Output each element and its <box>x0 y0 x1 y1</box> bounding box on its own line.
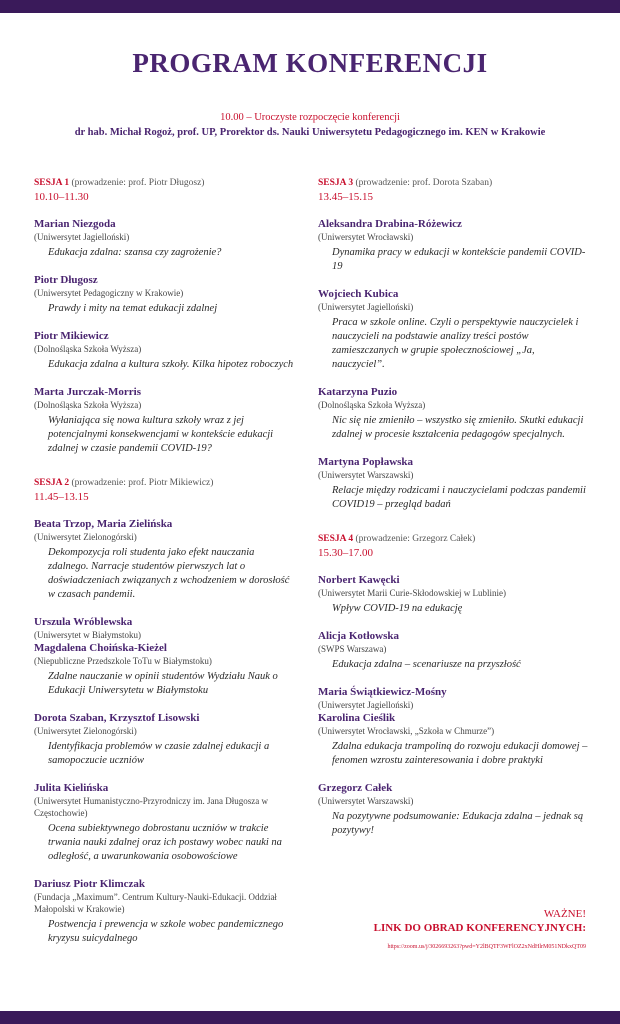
session-1 <box>34 178 296 456</box>
talk-item <box>34 385 296 456</box>
speaker-name: Beata Trzop, Maria Zielińska <box>34 518 173 530</box>
session-name: SESJA 3 <box>318 178 354 188</box>
speaker-affiliation: (Uniwersytet Zielonogórski) <box>34 532 137 542</box>
session-header <box>34 178 296 188</box>
talk-item <box>34 217 296 260</box>
talk-item <box>34 329 296 372</box>
speaker-affiliation: (Uniwersytet Jagielloński) <box>34 232 130 242</box>
speaker-name: Aleksandra Drabina-Różewicz <box>318 218 462 230</box>
talk-title: Relacje między rodzicami i nauczycielami podczas pandemii COVID19 – przegląd badań <box>332 485 586 510</box>
speaker-affiliation: (Dolnośląska Szkoła Wyższa) <box>34 400 142 410</box>
talk-title: Wyłaniająca się nowa kultura szkoły wraz z jej potencjalnymi konsekwencjami w kontekście edukacji zdalnej w czasie pandemii COVID-19? <box>48 415 274 454</box>
talk-title: Identyfikacja problemów w czasie zdalnej edukacji a samopoczucie uczniów <box>48 741 270 766</box>
bottom-bar <box>0 1011 620 1024</box>
link-heading: LINK DO OBRAD KONFERENCYJNYCH: <box>373 922 586 934</box>
speaker-affiliation: (SWPS Warszawa) <box>318 644 387 654</box>
session-time: 10.10–11.30 <box>34 191 89 203</box>
page-title: PROGRAM KONFERENCJI <box>132 48 488 78</box>
talk-title: Postwencja i prewencja w szkole wobec pandemicznego kryzysu suicydalnego <box>48 919 284 944</box>
talk-item <box>318 455 588 512</box>
speaker-affiliation: (Uniwersytet Zielonogórski) <box>34 726 137 736</box>
speaker-name: Marta Jurczak-Morris <box>34 386 142 398</box>
speaker-affiliation: (Dolnośląska Szkoła Wyższa) <box>318 400 426 410</box>
session-2 <box>34 478 296 946</box>
speaker-name: Grzegorz Całek <box>318 782 393 794</box>
talk-item <box>34 615 296 698</box>
speaker-affiliation: (Niepubliczne Przedszkole ToTu w Białymstoku) <box>34 656 212 666</box>
session-4 <box>318 534 588 838</box>
talk-item <box>318 781 588 838</box>
speaker-affiliation: (Uniwersytet Warszawski) <box>318 796 414 806</box>
session-header <box>318 178 588 188</box>
talk-title: Nic się nie zmieniło – wszystko się zmieniło. Skutki edukacji zdalnej w procesie kształcenia pedagogów specjalnych. <box>332 415 584 440</box>
opening-block <box>0 110 620 140</box>
session-name: SESJA 4 <box>318 534 354 544</box>
talk-item <box>318 385 588 442</box>
speaker-affiliation: (Uniwersytet Wrocławski, „Szkoła w Chmurze”) <box>318 726 495 736</box>
speaker-name: Piotr Mikiewicz <box>34 330 109 342</box>
session-chair: (prowadzenie: prof. Dorota Szaban) <box>353 178 493 188</box>
talk-title: Dynamika pracy w edukacji w kontekście pandemii COVID-19 <box>332 247 586 272</box>
talk-item <box>318 573 588 616</box>
conference-link-block <box>318 908 586 950</box>
speaker-affiliation: (Uniwersytet Jagielloński) <box>318 700 414 710</box>
important-label: WAŻNE! <box>543 908 586 920</box>
opening-time: 10.00 – Uroczyste rozpoczęcie konferencji <box>220 112 400 123</box>
session-3 <box>318 178 588 512</box>
talk-item <box>318 629 588 672</box>
speaker-affiliation: (Uniwersytet Warszawski) <box>318 470 414 480</box>
talk-item <box>34 877 296 946</box>
session-time: 11.45–13.15 <box>34 491 89 503</box>
talk-item <box>34 273 296 316</box>
talk-title: Ocena subiektywnego dobrostanu uczniów w trakcie trwania nauki zdalnej oraz ich postawy wobec nauki na odległość, a uwarunkowania osobowościowe <box>48 823 282 862</box>
speaker-name: Urszula Wróblewska <box>34 616 133 628</box>
speaker-name: Norbert Kawęcki <box>318 574 400 586</box>
right-column <box>318 178 588 860</box>
speaker-name: Dorota Szaban, Krzysztof Lisowski <box>34 712 200 724</box>
speaker-affiliation: (Fundacja „Maximum”. Centrum Kultury-Nauki-Edukacji. Oddział Małopolski w Krakowie) <box>34 892 277 914</box>
opening-speaker: dr hab. Michał Rogoż, prof. UP, Prorektor ds. Nauki Uniwersytetu Pedagogicznego im. KEN w Krakowie <box>74 127 546 138</box>
speaker-name: Piotr Długosz <box>34 274 98 286</box>
talk-title: Zdalne nauczanie w opinii studentów Wydziału Nauk o Edukacji Uniwersytetu w Białymstoku <box>48 671 278 696</box>
speaker-name: Julita Kielińska <box>34 782 109 794</box>
talk-title: Edukacja zdalna: szansa czy zagrożenie? <box>48 247 222 258</box>
talk-title: Wpływ COVID-19 na edukację <box>332 603 463 614</box>
conference-url-link[interactable]: https://zoom.us/j/3026693263?pwd=Y2lBQTF3WFlOZ2xNdHlrM051NDkxQT09 <box>387 944 586 950</box>
session-chair: (prowadzenie: prof. Piotr Długosz) <box>69 178 205 188</box>
talk-item <box>318 217 588 274</box>
session-header <box>34 478 296 488</box>
speaker-name: Marian Niezgoda <box>34 218 116 230</box>
talk-title: Praca w szkole online. Czyli o perspektywie nauczycielek i nauczycieli na podstawie analizy treści postów zamieszczanych w grupie społecznościowej „Ja, nauczyciel”. <box>332 317 579 370</box>
speaker-name: Maria Świątkiewicz-Mośny <box>318 686 447 698</box>
talk-item <box>318 287 588 372</box>
top-bar <box>0 0 620 13</box>
session-chair: (prowadzenie: Grzegorz Całek) <box>353 534 476 544</box>
talk-title: Dekompozycja roli studenta jako efekt nauczania zdalnego. Narracje studentów pierwszych lat o doświadczeniach związanych z wchodzeniem w dorosłość w czasach pandemii. <box>48 547 290 600</box>
speaker-affiliation: (Uniwersytet Pedagogiczny w Krakowie) <box>34 288 184 298</box>
session-chair: (prowadzenie: prof. Piotr Mikiewicz) <box>69 478 214 488</box>
session-time: 13.45–15.15 <box>318 191 373 203</box>
speaker-affiliation: (Uniwersytet Wrocławski) <box>318 232 414 242</box>
talk-item <box>318 685 588 768</box>
speaker-name: Martyna Popławska <box>318 456 414 468</box>
speaker-affiliation: (Dolnośląska Szkoła Wyższa) <box>34 344 142 354</box>
talk-title: Zdalna edukacja trampoliną do rozwoju edukacji domowej – fenomen wzrostu zainteresowania i dobre praktyki <box>332 741 588 766</box>
session-name: SESJA 1 <box>34 178 70 188</box>
left-column <box>34 178 296 968</box>
speaker-name: Magdalena Choińska-Kieżel <box>34 642 167 654</box>
speaker-affiliation: (Uniwersytet Humanistyczno-Przyrodniczy im. Jana Długosza w Częstochowie) <box>34 796 268 818</box>
session-time: 15.30–17.00 <box>318 547 373 559</box>
talk-title: Na pozytywne podsumowanie: Edukacja zdalna – jednak są pozytywy! <box>332 811 584 836</box>
speaker-affiliation: (Uniwersytet w Białymstoku) <box>34 630 141 640</box>
speaker-name: Dariusz Piotr Klimczak <box>34 878 145 890</box>
talk-item <box>34 517 296 602</box>
talk-item <box>34 781 296 864</box>
speaker-name: Katarzyna Puzio <box>318 386 398 398</box>
speaker-name: Karolina Cieślik <box>318 712 396 724</box>
talk-title: Prawdy i mity na temat edukacji zdalnej <box>48 303 218 314</box>
speaker-name: Alicja Kotłowska <box>318 630 399 642</box>
speaker-affiliation: (Uniwersytet Jagielloński) <box>318 302 414 312</box>
speaker-name: Wojciech Kubica <box>318 288 399 300</box>
speaker-affiliation: (Uniwersytet Marii Curie-Skłodowskiej w Lublinie) <box>318 588 506 598</box>
talk-title: Edukacja zdalna – scenariusze na przyszłość <box>332 659 521 670</box>
session-name: SESJA 2 <box>34 478 70 488</box>
talk-title: Edukacja zdalna a kultura szkoły. Kilka hipotez roboczych <box>48 359 294 370</box>
talk-item <box>34 711 296 768</box>
session-header <box>318 534 588 544</box>
